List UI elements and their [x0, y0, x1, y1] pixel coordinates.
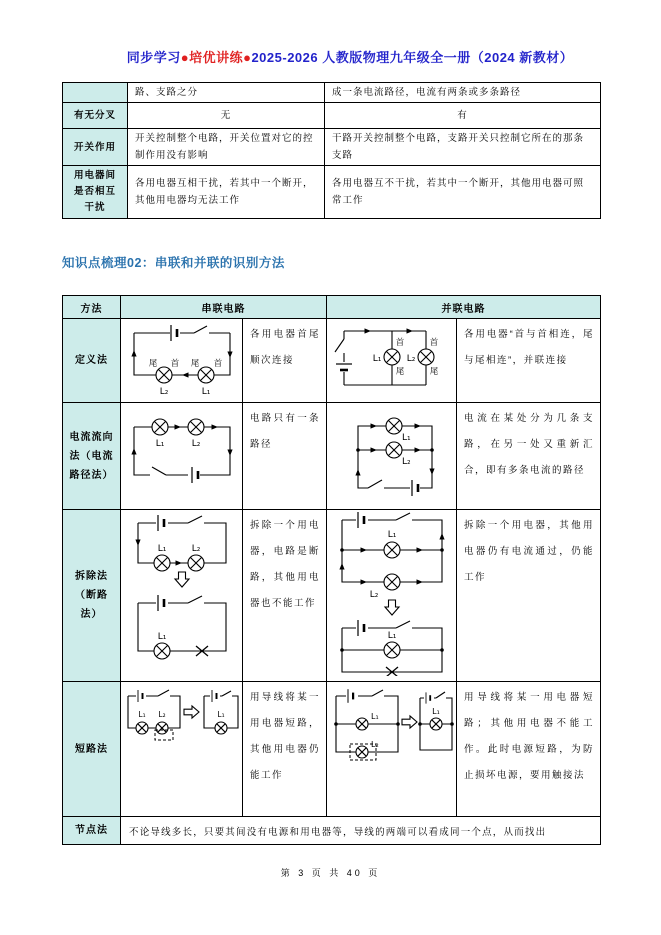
lamp-label: L₂: [370, 740, 379, 749]
junction-dot: [450, 722, 454, 726]
battery-icon: [158, 515, 164, 531]
parallel-current-diagram-cell: [327, 403, 457, 510]
switch-icon: [158, 690, 169, 696]
circuit-wire: [138, 523, 226, 563]
lamp-label: L₂: [406, 354, 415, 364]
series-removal-diagram-cell: [121, 510, 243, 682]
lamp-icon: [136, 722, 148, 734]
method-label-cell: 短路法: [63, 682, 121, 817]
lamp-icon: [430, 718, 442, 730]
lamp-label: L₂: [401, 456, 411, 467]
series-short-diagram: [122, 686, 242, 746]
current-arrow-icon: [370, 447, 377, 452]
current-arrow-icon: [429, 468, 434, 475]
parallel-short-diagram: [328, 686, 456, 786]
method-column-header: 方法: [63, 296, 121, 319]
lamp-icon: [215, 722, 227, 734]
lamp-label: L₁: [370, 712, 379, 721]
lamp-icon: [384, 574, 400, 590]
series-column-header: 串联电路: [121, 296, 327, 319]
lamp-icon: [188, 555, 204, 571]
current-arrow-icon: [227, 449, 232, 456]
parallel-definition-diagram: [328, 319, 456, 397]
circuit-wire: [138, 603, 226, 651]
series-description-cell: 用导线将某一用电器短路，其他用电器仍能工作: [243, 682, 327, 817]
series-definition-diagram-cell: [121, 319, 243, 403]
lamp-label: L₁: [157, 632, 166, 642]
switch-icon: [335, 339, 344, 352]
battery-icon: [412, 480, 418, 496]
parallel-definition-diagram-cell: [327, 319, 457, 403]
node-method-note-cell: 不论导线多长，只要其间没有电源和用电器等，导线的两端可以看成同一个点，从而找出: [121, 817, 601, 845]
tail-label: 尾: [190, 359, 199, 369]
row-label-cell: 开关作用: [63, 129, 128, 166]
current-arrow-icon: [414, 447, 421, 452]
series-cell: 各用电器互相干扰，若其中一个断开，其他用电器均无法工作: [128, 166, 325, 219]
battery-icon: [192, 467, 198, 483]
battery-icon: [348, 689, 353, 703]
comparison-table: [62, 82, 601, 219]
parallel-description-cell: 拆除一个用电器，其他用电器仍有电流通过，仍能工作: [457, 510, 601, 682]
head-label: 首: [213, 359, 222, 369]
current-arrow-icon: [370, 423, 377, 428]
lamp-label: L₁: [201, 387, 210, 397]
current-arrow-icon: [439, 533, 444, 540]
series-definition-diagram: [122, 319, 242, 397]
battery-icon: [212, 690, 217, 702]
series-cell: 路、支路之分: [128, 83, 325, 103]
lamp-label: L₁: [155, 438, 164, 449]
current-arrow-icon: [355, 469, 360, 476]
switch-icon: [396, 621, 410, 628]
parallel-column-header: 并联电路: [327, 296, 601, 319]
lamp-label: L₂: [159, 387, 168, 397]
junction-dot: [340, 648, 344, 652]
lamp-icon: [154, 643, 170, 659]
parallel-current-diagram: [328, 404, 456, 504]
current-arrow-icon: [406, 328, 413, 333]
lamp-label: L₁: [157, 544, 166, 554]
method-table: [62, 295, 601, 845]
junction-dot: [396, 722, 400, 726]
lamp-icon: [356, 746, 368, 758]
series-description-cell: 电路只有一条路径: [243, 403, 327, 510]
current-arrow-icon: [414, 423, 421, 428]
switch-icon: [372, 690, 383, 696]
method-label-cell: 定义法: [63, 319, 121, 403]
method-label-cell: 电流流向法（电流路径法）: [63, 403, 121, 510]
junction-dot: [430, 448, 434, 452]
junction-dot: [334, 722, 338, 726]
transform-arrow-icon: [402, 716, 417, 728]
lamp-label: L₁: [372, 354, 381, 364]
tail-label: 尾: [429, 367, 438, 377]
lamp-icon: [384, 542, 400, 558]
lamp-label: L₁: [387, 530, 396, 540]
parallel-description-cell: 电流在某处分为几条支路，在另一处又重新汇合，即有多条电流的路径: [457, 403, 601, 510]
header-part-3: 2025-2026 人教版物理九年级全一册（2024 新教材）: [251, 50, 574, 65]
current-arrow-icon: [211, 424, 218, 429]
lamp-icon: [356, 718, 368, 730]
parallel-description-cell: 各用电器“首与首相连，尾与尾相连”，并联连接: [457, 319, 601, 403]
lamp-icon: [152, 419, 168, 435]
battery-icon: [358, 512, 364, 528]
switch-icon: [436, 692, 445, 698]
series-current-diagram: [122, 409, 242, 499]
current-arrow-icon: [416, 547, 423, 552]
lamp-icon: [154, 555, 170, 571]
battery-icon: [138, 690, 143, 702]
current-arrow-icon: [175, 560, 182, 565]
lamp-icon: [386, 442, 402, 458]
current-arrow-icon: [135, 540, 140, 547]
header-part-1: 同步学习: [126, 50, 181, 65]
series-description-cell: 各用电器首尾顺次连接: [243, 319, 327, 403]
battery-icon: [336, 364, 352, 370]
parallel-removal-diagram-cell: [327, 510, 457, 682]
lamp-icon: [156, 722, 168, 734]
head-label: 首: [395, 338, 404, 348]
current-arrow-icon: [339, 563, 344, 570]
switch-icon: [188, 596, 202, 603]
lamp-label: L₂: [191, 438, 200, 449]
transform-arrow-icon: [175, 572, 189, 587]
switch-icon: [152, 467, 166, 475]
switch-icon: [396, 513, 410, 520]
series-cell: 开关控制整个电路，开关位置对它的控制作用没有影响: [128, 129, 325, 166]
lamp-label: L₁: [137, 710, 146, 719]
lamp-icon: [156, 367, 172, 383]
switch-icon: [368, 480, 382, 488]
current-arrow-icon: [131, 448, 136, 455]
lamp-icon: [188, 419, 204, 435]
lamp-label: L₁: [401, 432, 411, 443]
lamp-icon: [384, 642, 400, 658]
header-title: [70, 47, 630, 66]
lamp-icon: [384, 349, 400, 365]
current-arrow-icon: [182, 372, 189, 377]
current-arrow-icon: [364, 328, 371, 333]
switch-icon: [188, 516, 202, 523]
lamp-label: L₂: [369, 590, 378, 600]
junction-dot: [440, 648, 444, 652]
row-label-cell: 有无分叉: [63, 103, 128, 129]
tail-label: 尾: [148, 359, 157, 369]
row-label-cell: 用电器间是否相互干扰: [63, 166, 128, 219]
battery-icon: [171, 325, 177, 341]
battery-icon: [358, 620, 364, 636]
current-arrow-icon: [174, 424, 181, 429]
lamp-icon: [418, 349, 434, 365]
row-label-cell: [63, 83, 128, 103]
head-label: 首: [429, 338, 438, 348]
lamp-label: L₁: [216, 710, 225, 719]
circuit-wire: [128, 696, 180, 728]
junction-dot: [356, 448, 360, 452]
series-description-cell: 拆除一个用电器，电路是断路，其他用电器也不能工作: [243, 510, 327, 682]
lamp-label: L₁: [387, 631, 396, 641]
parallel-removal-diagram: [328, 510, 456, 676]
series-removal-diagram: [122, 511, 242, 675]
series-cell: 无: [128, 103, 325, 129]
circuit-wire: [134, 427, 230, 475]
battery-icon: [158, 595, 164, 611]
current-arrow-icon: [360, 579, 367, 584]
tail-label: 尾: [395, 367, 404, 377]
page-footer: 第 3 页 共 40 页: [280, 868, 381, 878]
parallel-cell: 成一条电流路径，电流有两条或多条路径: [325, 83, 601, 103]
method-label-cell: 拆除法（断路法）: [63, 510, 121, 682]
parallel-cell: 干路开关控制整个电路，支路开关只控制它所在的那条支路: [325, 129, 601, 166]
lamp-label: L₁: [431, 707, 440, 716]
header-part-2: ●培优讲练●: [180, 50, 252, 65]
knowledge-point-heading: 知识点梳理02：串联和并联的识别方法: [62, 256, 285, 270]
method-label-cell: 节点法: [63, 817, 121, 845]
junction-dot: [418, 722, 422, 726]
lamp-icon: [386, 418, 402, 434]
switch-icon: [222, 691, 231, 696]
lamp-label: L₂: [191, 544, 200, 554]
parallel-cell: 有: [325, 103, 601, 129]
series-current-diagram-cell: [121, 403, 243, 510]
switch-icon: [194, 326, 207, 333]
junction-dot: [340, 548, 344, 552]
current-arrow-icon: [227, 352, 232, 359]
current-arrow-icon: [360, 547, 367, 552]
transform-arrow-icon: [385, 600, 399, 615]
lamp-label: L₂: [157, 710, 166, 719]
junction-dot: [440, 548, 444, 552]
parallel-short-diagram-cell: [327, 682, 457, 817]
series-short-diagram-cell: [121, 682, 243, 817]
battery-icon: [426, 692, 430, 703]
parallel-description-cell: 用导线将某一用电器短路；其他用电器不能工作。此时电源短路，为防止损坏电源，要用触接法: [457, 682, 601, 817]
parallel-cell: 各用电器互不干扰，若其中一个断开，其他用电器可照常工作: [325, 166, 601, 219]
current-arrow-icon: [131, 350, 136, 357]
lamp-icon: [198, 367, 214, 383]
head-label: 首: [170, 359, 179, 369]
transform-arrow-icon: [184, 706, 199, 718]
current-arrow-icon: [416, 579, 423, 584]
